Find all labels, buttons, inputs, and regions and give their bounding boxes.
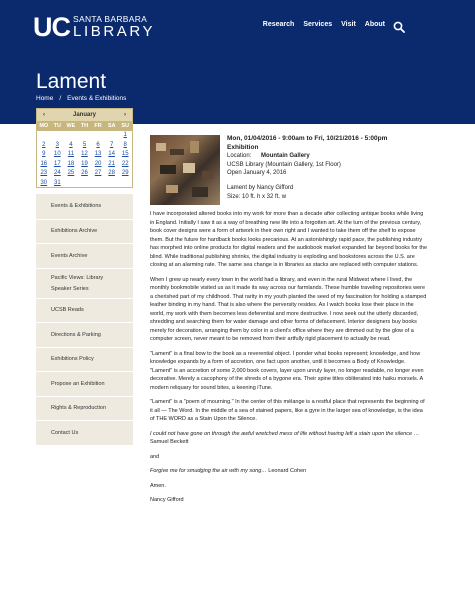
calendar-day[interactable]: 18 bbox=[67, 160, 75, 167]
calendar-day[interactable]: 13 bbox=[94, 151, 102, 157]
quote-cohen: Forgive me for smudging the air with my song… bbox=[150, 468, 267, 474]
nav-research[interactable]: Research bbox=[262, 21, 295, 28]
calendar-day[interactable]: 8 bbox=[123, 141, 127, 148]
calendar-day[interactable]: 5 bbox=[82, 141, 87, 148]
sidebar-item-exhibitions-policy[interactable]: Exhibitions Policy bbox=[36, 347, 133, 371]
amen-text: Amen. bbox=[150, 482, 166, 489]
breadcrumb-events[interactable]: Events & Exhibitions bbox=[67, 95, 127, 102]
calendar-empty bbox=[78, 132, 92, 142]
calendar-day[interactable]: 2 bbox=[42, 141, 46, 148]
artwork-size: Size: 10 ft. h x 32 ft. w bbox=[227, 193, 287, 200]
paragraph: When I grew up nearly every town in the world had a library, and even in the rural Midwest where I lived, the monthly bookmobile visited us as it made its way across our farmlands. These humble traveling repositories were a cherished part of my childhood. That rarity in my youth planted the seed of my fascination for holding a stamped leather binding in my hand. That is also where the perversity resides. As I watch books lose their place in the world, my work with them becomes less deferential and more destructive. I now seek out the utterly discarded, shredding and searching them for water damage and other forms of defacement. Interior designers buy books merely for decoration, arranging them by color in a client's office where they are dimmed out by the glow of a computer screen, never meant to be removed from their artfully rigid placement to actually be read. bbox=[150, 276, 427, 342]
calendar-day[interactable]: 10 bbox=[54, 151, 61, 157]
open-date: Open January 4, 2016 bbox=[227, 170, 287, 177]
logo-uc: UC bbox=[33, 12, 70, 42]
breadcrumb-separator: / bbox=[59, 95, 62, 102]
weekday: WE bbox=[66, 123, 76, 129]
library-logo[interactable] bbox=[33, 14, 155, 41]
event-date: Mon, 01/04/2016 - 9:00am to Fri, 10/21/2016 - 5:00pm bbox=[227, 135, 388, 142]
calendar-day[interactable]: 19 bbox=[81, 160, 88, 167]
calendar-weekdays bbox=[37, 121, 132, 131]
paragraph: "Lament" is a final bow to the book as a reverential object. I ponder what books represent; knowledge, and how knowledge expands by a form of accretion, one fact upon another, until it becomes a Body of Knowledge. "Lament" is an accretion of some 2,000 book covers, layer upon unruly layer, no longer readable, no longer even decorative. Merely a cacophony of the shreds of a bygone era. Their spine titles obliterated into haiku morsels. A modern reliquary for sound bites, a keening iTune. bbox=[150, 350, 424, 391]
calendar-day[interactable]: 4 bbox=[69, 141, 73, 148]
calendar-empty bbox=[91, 132, 105, 142]
artwork-credit: Lament by Nancy Gifford bbox=[227, 184, 294, 191]
location-name[interactable]: Mountain Gallery bbox=[261, 153, 310, 160]
weekday: TH bbox=[80, 123, 89, 129]
logo-santa-barbara: SANTA BARBARA bbox=[73, 14, 148, 24]
sidebar-item-events-archive[interactable]: Events Archive bbox=[36, 243, 133, 268]
calendar-day[interactable]: 12 bbox=[81, 151, 88, 157]
sidebar-item-events-exhibitions[interactable]: Events & Exhibitions bbox=[36, 193, 133, 219]
weekday: SA bbox=[107, 123, 116, 129]
calendar-day[interactable]: 1 bbox=[123, 132, 127, 138]
calendar-day[interactable]: 14 bbox=[108, 151, 115, 157]
calendar-next-icon[interactable]: › bbox=[123, 112, 126, 118]
calendar-day[interactable]: 23 bbox=[40, 170, 48, 176]
calendar-empty bbox=[105, 132, 119, 142]
quote-cohen-author: Leonard Cohen bbox=[266, 468, 307, 474]
calendar-prev-icon[interactable]: ‹ bbox=[43, 112, 45, 118]
sidebar-nav bbox=[36, 193, 133, 445]
site-header bbox=[0, 0, 475, 124]
calendar-day[interactable]: 9 bbox=[42, 151, 46, 157]
sidebar-item-label: Speaker Series bbox=[51, 285, 89, 292]
calendar-empty bbox=[51, 132, 65, 142]
weekday: SU bbox=[121, 123, 130, 129]
calendar-day[interactable]: 25 bbox=[67, 170, 75, 176]
calendar-day[interactable]: 16 bbox=[40, 160, 48, 167]
weekday: MO bbox=[39, 123, 49, 129]
weekday: FR bbox=[94, 123, 102, 129]
weekday: TU bbox=[53, 123, 62, 129]
page-title: Lament bbox=[36, 70, 107, 93]
sidebar-item-exhibitions-archive[interactable]: Exhibitions Archive bbox=[36, 219, 133, 243]
exhibition-description bbox=[150, 210, 427, 511]
calendar-day[interactable]: 15 bbox=[121, 151, 129, 157]
nav-about[interactable]: About bbox=[364, 21, 385, 28]
quote-beckett-author: … Samuel Beckett bbox=[150, 430, 420, 445]
signature: Nancy Gifford bbox=[150, 497, 184, 503]
sidebar-item-rights-reproduction[interactable]: Rights & Reproduction bbox=[36, 396, 133, 420]
calendar-day[interactable]: 24 bbox=[54, 170, 61, 176]
calendar-month: January bbox=[72, 112, 96, 118]
calendar-day[interactable]: 27 bbox=[94, 170, 102, 176]
calendar-day[interactable]: 7 bbox=[109, 141, 114, 148]
calendar-day[interactable]: 17 bbox=[54, 160, 61, 167]
calendar-day[interactable]: 29 bbox=[121, 170, 129, 176]
and-text: and bbox=[150, 453, 160, 460]
calendar-day[interactable]: 11 bbox=[67, 151, 75, 157]
sidebar-item-ucsb-reads[interactable]: UCSB Reads bbox=[36, 298, 133, 322]
search-icon[interactable] bbox=[393, 21, 405, 33]
artwork-thumbnail[interactable] bbox=[150, 135, 220, 205]
calendar-empty bbox=[64, 132, 78, 142]
nav-services[interactable]: Services bbox=[303, 21, 333, 28]
location-label: Location: bbox=[227, 153, 252, 160]
sidebar-item-pacific-views[interactable] bbox=[36, 268, 133, 298]
main-nav bbox=[263, 21, 385, 28]
paragraph: "Lament" is a "poem of mourning." In the center of this mélange is a restful place that represents the beginning of it all — The Word. In the middle of a sea of stained papers, like a gyre in the larger sea of knowledge, is the idea of THE WORD as a Stain Upon the Silence. bbox=[150, 399, 425, 422]
calendar-day[interactable]: 3 bbox=[55, 141, 60, 148]
sidebar-item-directions-parking[interactable]: Directions & Parking bbox=[36, 322, 133, 347]
sidebar-item-propose-exhibition[interactable]: Propose an Exhibition bbox=[36, 371, 133, 396]
event-details bbox=[227, 135, 427, 201]
sidebar-item-contact-us[interactable]: Contact Us bbox=[36, 420, 133, 445]
calendar-day[interactable]: 26 bbox=[81, 170, 88, 176]
quote-beckett: I could not have gone on through the awful wretched mess of life without having left a stain upon the silence bbox=[150, 430, 413, 437]
calendar-day[interactable]: 31 bbox=[54, 179, 61, 186]
sidebar-item-label: Pacific Views: Library bbox=[51, 274, 104, 281]
calendar-widget bbox=[36, 108, 133, 188]
calendar-day[interactable]: 22 bbox=[121, 160, 129, 167]
calendar-day[interactable]: 21 bbox=[108, 160, 115, 167]
paragraph: I have incorporated altered books into my work for more than a decade after collecting antique books while living in England. Initially I saw it as a way of breathing new life into a forgotten art. At the turn of the previous century, book cover designs were a form of artwork in their own right and I wanted to take them off the shelf to expose them. But the future for hardback books looks precarious. At an astonishingly rapid pace, the publishing industry has morphed into online products for digital readers and the audiobook market expanded far beyond books for the blind. While traditional publishing shrinks, the digital industry is exploding and bookstores across the U.S. are closing at an alarming rate. The same sea change is in libraries as stacks are replaced with computer stations. bbox=[150, 211, 428, 268]
logo-library: LIBRARY bbox=[73, 23, 156, 40]
location-detail: UCSB Library (Mountain Gallery, 1st Floor) bbox=[227, 161, 341, 168]
calendar-day[interactable]: 28 bbox=[108, 170, 115, 176]
calendar-day[interactable]: 6 bbox=[96, 141, 100, 148]
breadcrumb bbox=[36, 95, 126, 102]
nav-visit[interactable]: Visit bbox=[341, 21, 356, 28]
calendar-empty bbox=[37, 132, 51, 142]
event-type: Exhibition bbox=[227, 143, 259, 151]
breadcrumb-home[interactable]: Home bbox=[36, 95, 54, 102]
calendar-day[interactable]: 30 bbox=[40, 179, 48, 186]
calendar-day[interactable]: 20 bbox=[94, 160, 102, 167]
calendar-grid bbox=[37, 131, 132, 189]
